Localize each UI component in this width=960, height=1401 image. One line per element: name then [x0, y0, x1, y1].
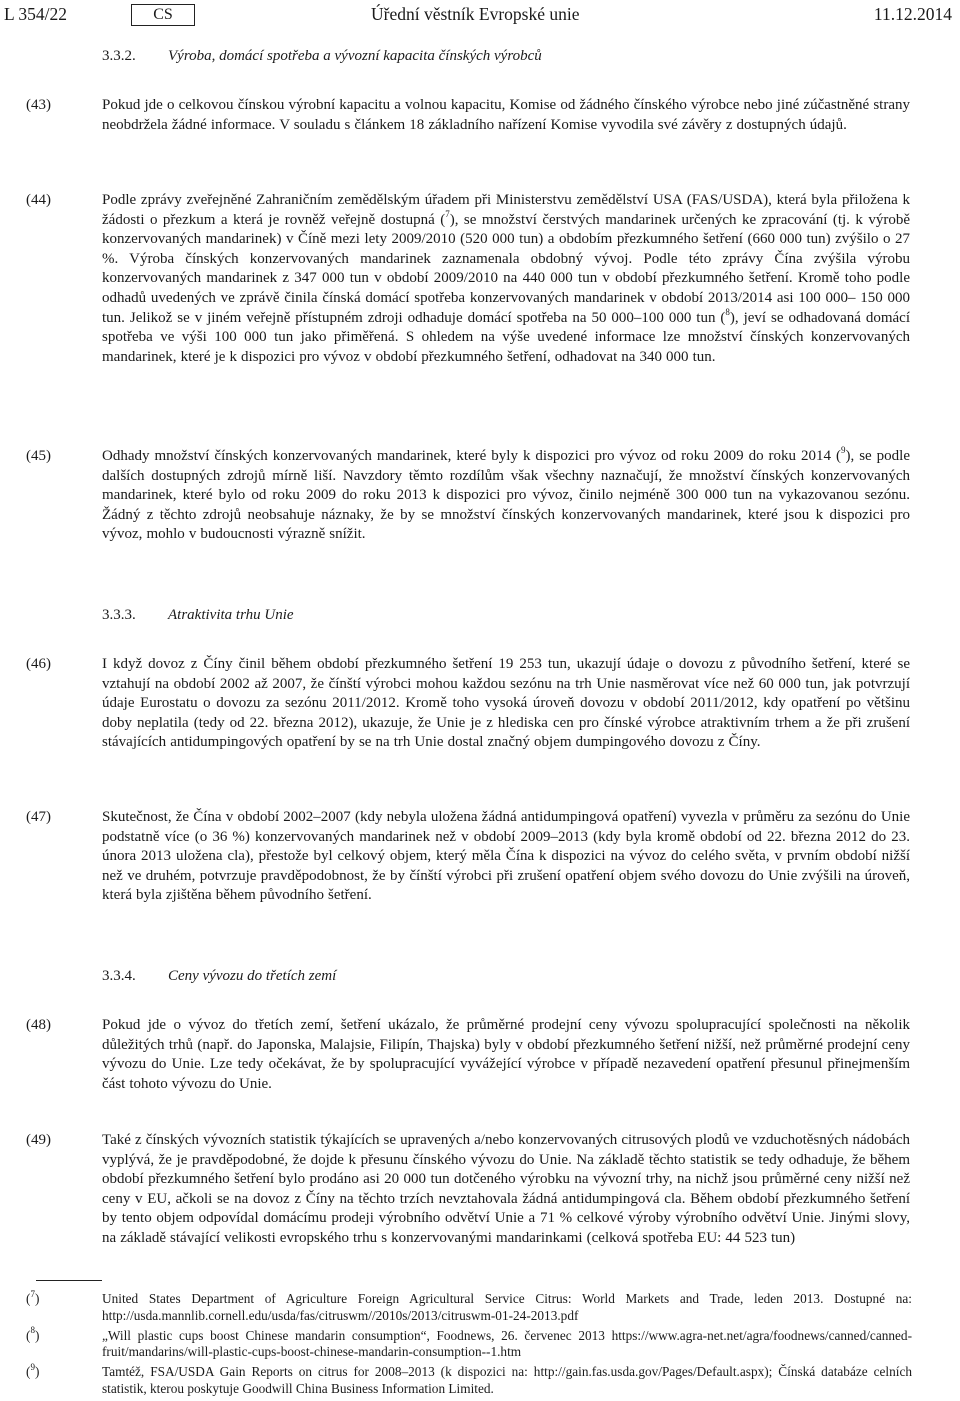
journal-title: Úřední věstník Evropské unie — [371, 4, 580, 24]
footnote-text: United States Department of Agriculture Foreign Agricultural Service Citrus: World Markets and Trade, leden 2013. Dostupné na: http://usda.mannlib.cornell.edu/usda/fas/citruswm//2010s/2013/citruswm-01-24-2013.pdf — [102, 1291, 912, 1323]
paragraph-text: Také z čínských vývozních statistik týkajících se upravených a/nebo konzervovaných citrusových plodů ve vzduchotěsných nádobách vyplývá, že je pravděpodobné, že dojde k přesunu čínského vývozu do Unie. Na základě těchto statistik se tedy odhaduje, že během období přezkumného šetření bylo prodáno asi 20 000 tun dotčeného výrobku na vývozní trhy, na nichž jsou průměrné ceny nižší než ceny v EU, ačkoli se na dovoz z Číny na těchto trzích nevztahovala žádná antidumpingová cla. Během období přezkumného šetření by tento objem odpovídal domácímu prodeji výrobního odvětví Unie a 71 % celkové výroby výrobního odvětví Unie. Jinými slovy, na základě stávající velikosti evropského trhu s konzervovanými mandarinkami (celková spotřeba EU: 44 523 tun) — [102, 1132, 910, 1246]
publication-date: 11.12.2014 — [873, 4, 952, 24]
paragraph-number: (48) — [26, 1017, 51, 1033]
paragraph-text: Podle zprávy zveřejněné Zahraničním zemědělským úřadem při Ministerstvu zemědělství USA (FAS/USDA), která byla přiložena k žádosti o přezkum a která je rovněž veřejně dostupná ($^7$), se množství čerstvých mandarinek určených ke zpracování (tj. k výrobě konzervovaných mandarinek) v Číně mezi lety 2009/2010 (520 000 tun) a obdobím přezkumného šetření (660 000 tun) zvýšilo o 27 %. Výroba čínských konzervovaných mandarinek zaznamenala obdobný vývoj. Podle této zprávy Čína zvýšila výrobu konzervovaných mandarinek z 347 000 tun v období 2009/2010 na 440 000 tun v období přezkumného šetření. Kromě toho podle odhadů uvedených ve zprávě činila čínská domácí spotřeba konzervovaných mandarinek v období 2013/2014 asi 100 000– 150 000 tun. Jelikož se v jiném veřejně přístupném zdroji odhaduje domácí spotřeba na 50 000–100 000 tun ($^8$), jeví se odhadovaná domácí spotřeba ve výši 100 000 tun jako přiměřená. S ohledem na výše uvedené informace lze množství čínských konzervovaných mandarinek, které je k dispozici pro vývoz v období přezkumného šetření, odhadovat na 340 000 tun. — [102, 192, 911, 365]
footnote-text: „Will plastic cups boost Chinese mandarin consumption“, Foodnews, 26. červenec 2013 https://www.agra-net.net/agra/foodnews/canned/canned-fruit/mandarins/will-plastic-cups-boost-chinese-mandarin-consumption--1.htm — [102, 1327, 912, 1360]
footnote-ref: 8 — [725, 306, 730, 317]
paragraph-number: (45) — [26, 448, 51, 464]
footnote-number: ($^8$) — [26, 1325, 40, 1343]
footnote — [26, 1361, 912, 1398]
journal-reference: L 354/22 — [4, 4, 68, 24]
paragraph-number: (44) — [26, 192, 51, 208]
footnote — [26, 1325, 912, 1362]
paragraph-number: (49) — [26, 1132, 51, 1148]
paragraph-text: Pokud jde o vývoz do třetích zemí, šetření ukázalo, že průměrné prodejní ceny vývozu spolupracující společnosti na několik důležitých trhů (např. do Japonska, Malajsie, Filipín, Thajska) byly v období přezkumného šetření nižší, než průměrné prodejní ceny vývozu do Unie. Lze tedy očekávat, že by spolupracující vyvážející výrobce v případě nezavedení opatření přesunul přinejmenším část tohoto vývozu do Unie. — [102, 1017, 910, 1092]
paragraph-number: (47) — [26, 809, 51, 825]
section-heading — [102, 607, 294, 624]
paragraph-text: I když dovoz z Číny činil během období přezkumného šetření 19 253 tun, ukazují údaje o dovozu z původního šetření, které se vztahují na období 2002 až 2007, že čínští výrobci mohou každou sezónu na trh Unie nasměrovat více než 60 000 tun, jak potvrzují údaje Eurostatu o dovozu za sezónu 2011/2012. Kromě toho vysoká úroveň dovozu v období 2011/2012, kdy opatření po většinu doby neplatila (tedy od 22. března 2012), ukazuje, že Unie je z hlediska cen pro čínské výrobce atraktivním trhem a že při zrušení stávajících antidumpingových opatření by se na trh Unie dostal značný objem dumpingového dovozu z Číny. — [102, 656, 910, 751]
paragraph-text: Odhady množství čínských konzervovaných mandarinek, které byly k dispozici pro vývoz od roku 2009 do roku 2014 ($^9$), se podle dalších dostupných zdrojů mírně liší. Navzdory těmto rozdílům však všechny naznačují, že množství čínských konzervovaných mandarinek, které bylo od roku 2009 do roku 2013 k dispozici pro vývoz, činilo nejméně 300 000 tun na vykazovanou sezónu. Žádný z těchto zdrojů neobsahuje náznaky, že by se množství čínských konzervovaných mandarinek, které jsou k dispozici pro vývoz, mohlo v budoucnosti výrazně snížit. — [102, 445, 910, 543]
section-title: Výroba, domácí spotřeba a vývozní kapacita čínských výrobců — [168, 48, 542, 64]
footnote-number: ($^7$) — [26, 1288, 40, 1306]
footnotes — [26, 1288, 912, 1401]
footnote-divider — [36, 1280, 102, 1281]
footnote — [26, 1288, 912, 1325]
section-number: 3.3.3. — [102, 607, 136, 623]
section-heading — [102, 48, 542, 65]
section-title: Ceny vývozu do třetích zemí — [168, 968, 337, 984]
footnote-ref: 7 — [445, 208, 450, 219]
page-header — [0, 4, 952, 28]
footnote-text: Tamtéž, FSA/USDA Gain Reports on citrus for 2008–2013 (k dispozici na: http://gain.fas.usda.gov/Pages/Default.aspx); Čínská databáze celních statistik, kterou poskytuje Goodwill China Business Information Limited. — [102, 1364, 912, 1396]
paragraph-text: Pokud jde o celkovou čínskou výrobní kapacitu a volnou kapacitu, Komise od žádného čínského výrobce nebo jiné zúčastněné strany neobdržela žádné informace. V souladu s článkem 18 základního nařízení Komise vyvodila své závěry z dostupných údajů. — [102, 97, 910, 133]
language-badge: CS — [131, 4, 195, 26]
section-number: 3.3.4. — [102, 968, 136, 984]
section-number: 3.3.2. — [102, 48, 136, 64]
footnote-ref: 9 — [840, 445, 846, 455]
paragraph-number: (43) — [26, 97, 51, 113]
section-heading — [102, 968, 336, 985]
paragraph-number: (46) — [26, 656, 51, 672]
paragraph-text: Skutečnost, že Čína v období 2002–2007 (kdy nebyla uložena žádná antidumpingová opatření) vyvezla v průměru za sezónu do Unie podstatně více (o 36 %) konzervovaných mandarinek než v období 2009–2013 (kdy byla kromě období od 22. března 2012 do 23. února 2013 uložena cla), přestože byl celkový objem, který měla Čína k dispozici na vývoz do celého světa, v prvním období nižší než ve druhém, potvrzuje pravděpodobnost, že by čínští výrobci při zrušení opatření objem svého dovozu do Unie zvýšili na úroveň, která byla zjištěna během původního šetření. — [102, 809, 910, 904]
section-title: Atraktivita trhu Unie — [168, 607, 294, 623]
footnote-number: ($^9$) — [26, 1361, 40, 1380]
